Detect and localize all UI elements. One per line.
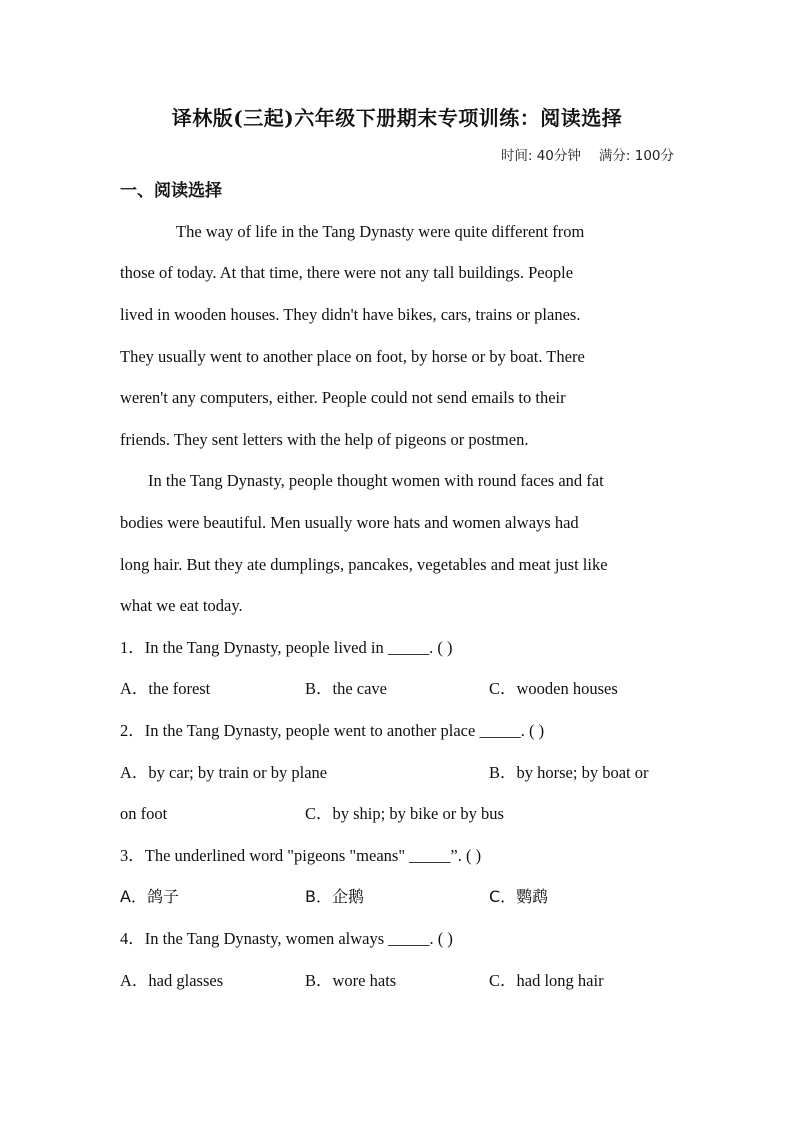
answer-option: A．the forest [120,679,211,698]
passage-line: They usually went to another place on foot, by horse or by boat. There [120,347,585,366]
time-limit: 时间: 40分钟 [500,148,581,164]
question-stem: 2．In the Tang Dynasty, people went to another place _____. ( ) [120,721,545,740]
answer-option: A．had glasses [120,971,224,990]
passage-line: long hair. But they ate dumplings, pancakes, vegetables and meat just like [120,555,608,574]
passage-line: The way of life in the Tang Dynasty were quite different from [176,222,585,241]
passage-line: what we eat today. [120,596,243,615]
answer-option: A．by car; by train or by plane [120,763,328,782]
exam-meta [501,144,674,164]
answer-option: B．the cave [305,679,388,698]
answer-option: B．wore hats [305,971,397,990]
answer-option-continued: on foot [120,804,168,823]
passage-line: bodies were beautiful. Men usually wore hats and women always had [120,513,579,532]
answer-option: C．wooden houses [489,679,618,698]
passage-line: lived in wooden houses. They didn't have bikes, cars, trains or planes. [120,305,581,324]
full-score: 满分: 100分 [598,148,674,164]
answer-option: B．by horse; by boat or [489,763,649,782]
answer-option: C．had long hair [489,971,604,990]
passage-line: friends. They sent letters with the help of pigeons or postmen. [120,430,529,449]
question-stem: 4．In the Tang Dynasty, women always _____. ( ) [120,929,453,948]
document-title: 译林版(三起)六年级下册期末专项训练：阅读选择 [171,106,623,130]
passage-line: In the Tang Dynasty, people thought women with round faces and fat [148,471,604,490]
answer-option: C．by ship; by bike or by bus [305,804,504,823]
question-stem: 1．In the Tang Dynasty, people lived in _____. ( ) [120,638,453,657]
answer-option: A．鸽子 [120,887,179,906]
question-stem: 3．The underlined word "pigeons "means" _____”. ( ) [120,846,482,865]
passage-line: weren't any computers, either. People could not send emails to their [120,388,566,407]
section-heading: 一、阅读选择 [120,181,222,201]
answer-option: C．鹦鹉 [489,887,549,906]
answer-option: B．企鹅 [305,887,364,906]
passage-line: those of today. At that time, there were not any tall buildings. People [120,263,574,282]
